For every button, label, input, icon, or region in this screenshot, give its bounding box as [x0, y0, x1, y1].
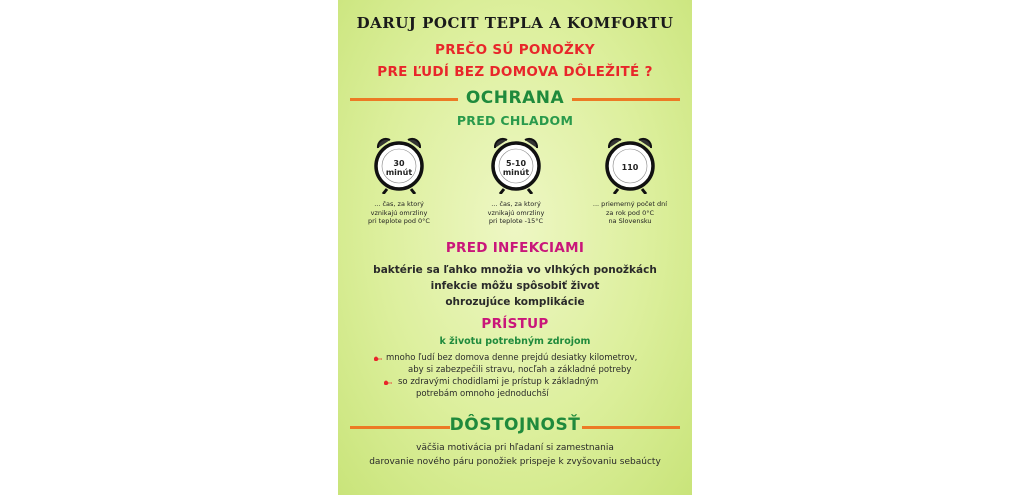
- list-item: so zdravými chodidlami je prístup k základným potrebám omnoho jednoduchší: [374, 376, 684, 400]
- clock-value: 30: [393, 159, 405, 168]
- clock-unit: minút: [385, 168, 413, 177]
- poster: [338, 0, 692, 495]
- poster-subtitle-line2: PRE ĽUDÍ BEZ DOMOVA DÔLEŽITÉ ?: [377, 64, 653, 80]
- protection-subheading: PRED CHLADOM: [456, 113, 574, 128]
- poster-subtitle-line1: PREČO SÚ PONOŽKY: [435, 42, 595, 58]
- poster-title: DARUJ POCIT TEPLA A KOMFORTU: [356, 14, 674, 32]
- bullet-icon: [384, 379, 392, 385]
- access-bullet-list: [374, 352, 684, 400]
- clock-unit: minút: [502, 168, 530, 177]
- clock-caption: ... priemerný počet dní za rok pod 0°C na Slovensku: [592, 200, 668, 225]
- clock-value: 110: [621, 163, 639, 172]
- bullet-icon: [374, 355, 382, 361]
- dignity-text-line: väčšia motivácia pri hľadaní si zamestnania: [416, 443, 614, 453]
- infection-text-line: baktérie sa ľahko množia vo vlhkých ponožkách: [373, 264, 657, 276]
- infection-text-line: infekcie môžu spôsobiť život: [430, 280, 600, 292]
- access-subheading: k životu potrebným zdrojom: [439, 336, 591, 347]
- dignity-heading: DÔSTOJNOSŤ: [449, 415, 581, 435]
- access-heading: PRÍSTUP: [481, 316, 549, 332]
- clock-caption: ... čas, za ktorý vznikajú omrzliny pri teplote -15°C: [487, 200, 545, 225]
- list-item: mnoho ľudí bez domova denne prejdú desiatky kilometrov, aby si zabezpečili stravu, nocľah a základné potreby: [374, 352, 684, 376]
- infection-text-line: ohrozujúce komplikácie: [445, 296, 585, 308]
- dignity-text-line: darovanie nového páru ponožiek prispeje k zvyšovaniu sebaúcty: [369, 457, 661, 467]
- clock-value: 5-10: [505, 159, 527, 168]
- infection-heading: PRED INFEKCIAMI: [445, 240, 585, 256]
- protection-heading: OCHRANA: [465, 88, 565, 108]
- clock-caption: ... čas, za ktorý vznikajú omrzliny pri teplote pod 0°C: [368, 200, 430, 225]
